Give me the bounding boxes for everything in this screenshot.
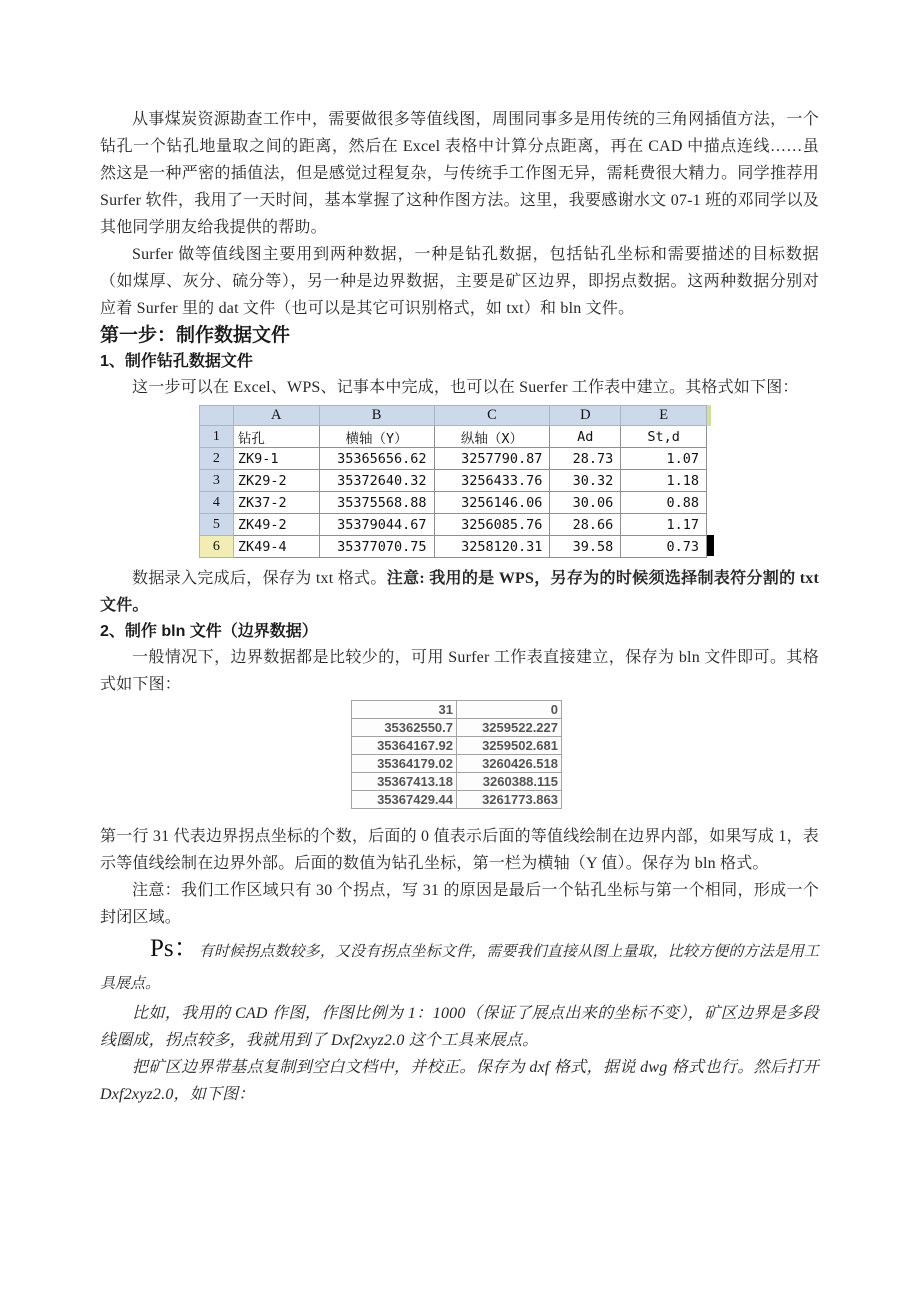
ps-label: Ps：	[150, 935, 199, 962]
sheet-edge-strip	[707, 405, 711, 426]
table-row	[352, 791, 562, 809]
sub-heading-drill-file: 1、制作钻孔数据文件	[100, 353, 253, 370]
column-letter: D	[550, 406, 621, 426]
table-row	[352, 773, 562, 791]
paragraph-bln-explain: 第一行 31 代表边界拐点坐标的个数，后面的 0 值表示后面的等值线绘制在边界内部，如果写成 1，表示等值线绘制在边界外部。后面的数值为钻孔坐标，第一栏为横轴（Y 值）。保存为 bln 格式。	[100, 828, 819, 872]
cell-ad: 28.73	[550, 448, 621, 470]
paragraph-dxf-save: 把矿区边界带基点复制到空白文档中，并校正。保存为 dxf 格式，据说 dwg 格式也行。然后打开 Dxf2xyz2.0，如下图：	[100, 1059, 819, 1103]
row-number: 2	[200, 448, 234, 470]
bln-table	[351, 700, 562, 809]
sub-heading-bln-file: 2、制作 bln 文件（边界数据）	[100, 623, 318, 640]
cell-ad: 39.58	[550, 536, 621, 558]
cell-drill-id: ZK9-1	[233, 448, 319, 470]
bln-y-cell: 35364167.92	[352, 737, 457, 755]
bln-y-cell: 35367413.18	[352, 773, 457, 791]
column-letter: C	[434, 406, 550, 426]
cell-x-coord: 3257790.87	[434, 448, 550, 470]
cell-ad: 30.32	[550, 470, 621, 492]
bln-x-cell: 3261773.863	[457, 791, 562, 809]
row-number: 3	[200, 470, 234, 492]
table-row	[352, 719, 562, 737]
cell-ad: 28.66	[550, 514, 621, 536]
table-row	[200, 448, 707, 470]
drill-table	[199, 405, 707, 558]
row-number: 4	[200, 492, 234, 514]
bln-data-spreadsheet	[351, 700, 563, 817]
cell-y-coord: 35372640.32	[319, 470, 434, 492]
table-row	[352, 701, 562, 719]
cell-y-coord: 35377070.75	[319, 536, 434, 558]
corner-cell	[200, 406, 234, 426]
header-cell: St,d	[621, 426, 707, 448]
bln-x-cell: 3260426.518	[457, 755, 562, 773]
cell-std: 1.07	[621, 448, 707, 470]
paragraph-note-30points: 注意：我们工作区域只有 30 个拐点，写 31 的原因是最后一个钻孔坐标与第一个相同，形成一个封闭区域。	[100, 882, 819, 926]
bln-x-cell: 3259502.681	[457, 737, 562, 755]
bln-y-cell: 35362550.7	[352, 719, 457, 737]
cell-x-coord: 3256085.76	[434, 514, 550, 536]
ps-text: 有时候拐点数较多，又没有拐点坐标文件，需要我们直接从图上量取，比较方便的方法是用工具展点。	[100, 944, 819, 992]
save-txt-text: 数据录入完成后，保存为 txt 格式。	[132, 570, 387, 587]
bln-y-cell: 35367429.44	[352, 791, 457, 809]
header-cell: 纵轴（X）	[434, 426, 550, 448]
table-row	[200, 492, 707, 514]
bln-y-cell: 35364179.02	[352, 755, 457, 773]
drill-data-spreadsheet	[199, 405, 707, 558]
cell-drill-id: ZK37-2	[233, 492, 319, 514]
row-number-highlighted: 6	[200, 536, 234, 558]
table-row	[352, 755, 562, 773]
cell-cursor	[707, 535, 714, 556]
header-cell: 横轴（Y）	[319, 426, 434, 448]
paragraph-cad-example: 比如，我用的 CAD 作图，作图比例为 1：1000（保证了展点出来的坐标不变），矿区边界是多段线圈成，拐点较多，我就用到了 Dxf2xyz2.0 这个工具来展点。	[100, 1005, 819, 1049]
row-number: 1	[200, 426, 234, 448]
column-letter: B	[319, 406, 434, 426]
table-row	[200, 426, 707, 448]
row-number: 5	[200, 514, 234, 536]
cell-drill-id: ZK29-2	[233, 470, 319, 492]
table-row	[200, 514, 707, 536]
bln-x-cell: 3260388.115	[457, 773, 562, 791]
cell-drill-id: ZK49-4	[233, 536, 319, 558]
table-row	[200, 536, 707, 558]
step1-heading: 第一步：制作数据文件	[100, 325, 291, 346]
cell-std: 1.17	[621, 514, 707, 536]
cell-drill-id: ZK49-2	[233, 514, 319, 536]
cell-std: 1.18	[621, 470, 707, 492]
cell-x-coord: 3258120.31	[434, 536, 550, 558]
paragraph-surfer-data: Surfer 做等值线图主要用到两种数据，一种是钻孔数据，包括钻孔坐标和需要描述的目标数据（如煤厚、灰分、硫分等），另一种是边界数据，主要是矿区边界，即拐点数据。这两种数据分别对应着 Surfer 里的 dat 文件（也可以是其它可识别格式，如 txt）和 bln 文件。	[100, 246, 819, 317]
header-cell: Ad	[550, 426, 621, 448]
paragraph-save-txt	[100, 565, 819, 619]
cell-std: 0.73	[621, 536, 707, 558]
table-row	[200, 470, 707, 492]
cell-x-coord: 3256146.06	[434, 492, 550, 514]
cell-y-coord: 35379044.67	[319, 514, 434, 536]
bln-x-cell: 3259522.227	[457, 719, 562, 737]
table-row	[352, 737, 562, 755]
paragraph-bln-intro: 一般情况下，边界数据都是比较少的，可用 Surfer 工作表直接建立，保存为 bln 文件即可。其格式如下图：	[100, 649, 819, 693]
wps-note-bold: 注意: 我用的是 WPS，另存为的时候须选择制表符分割的 txt 文件。	[100, 570, 819, 614]
cell-y-coord: 35375568.88	[319, 492, 434, 514]
bln-flag-cell: 0	[457, 701, 562, 719]
column-letter: E	[621, 406, 707, 426]
document-content	[100, 0, 819, 1108]
cell-std: 0.88	[621, 492, 707, 514]
cell-ad: 30.06	[550, 492, 621, 514]
cell-y-coord: 35365656.62	[319, 448, 434, 470]
column-letter: A	[233, 406, 319, 426]
paragraph-ps	[100, 933, 819, 1000]
bln-count-cell: 31	[352, 701, 457, 719]
paragraph-intro: 从事煤炭资源勘查工作中，需要做很多等值线图，周围同事多是用传统的三角网插值方法，一个钻孔一个钻孔地量取之间的距离，然后在 Excel 表格中计算分点距离，再在 CAD 中描点连线……虽然这是一种严密的插值法，但是感觉过程复杂，与传统手工作图无异，需耗费很大精力。同学推荐用 Surfer 软件，我用了一天时间，基本掌握了这种作图方法。这里，我要感谢水文 07-1 班的邓同学以及其他同学朋友给我提供的帮助。	[100, 111, 819, 236]
cell-x-coord: 3256433.76	[434, 470, 550, 492]
paragraph-format-intro: 这一步可以在 Excel、WPS、记事本中完成，也可以在 Suerfer 工作表中建立。其格式如下图：	[132, 379, 799, 396]
header-cell: 钻孔	[233, 426, 319, 448]
column-letters-row	[200, 406, 707, 426]
